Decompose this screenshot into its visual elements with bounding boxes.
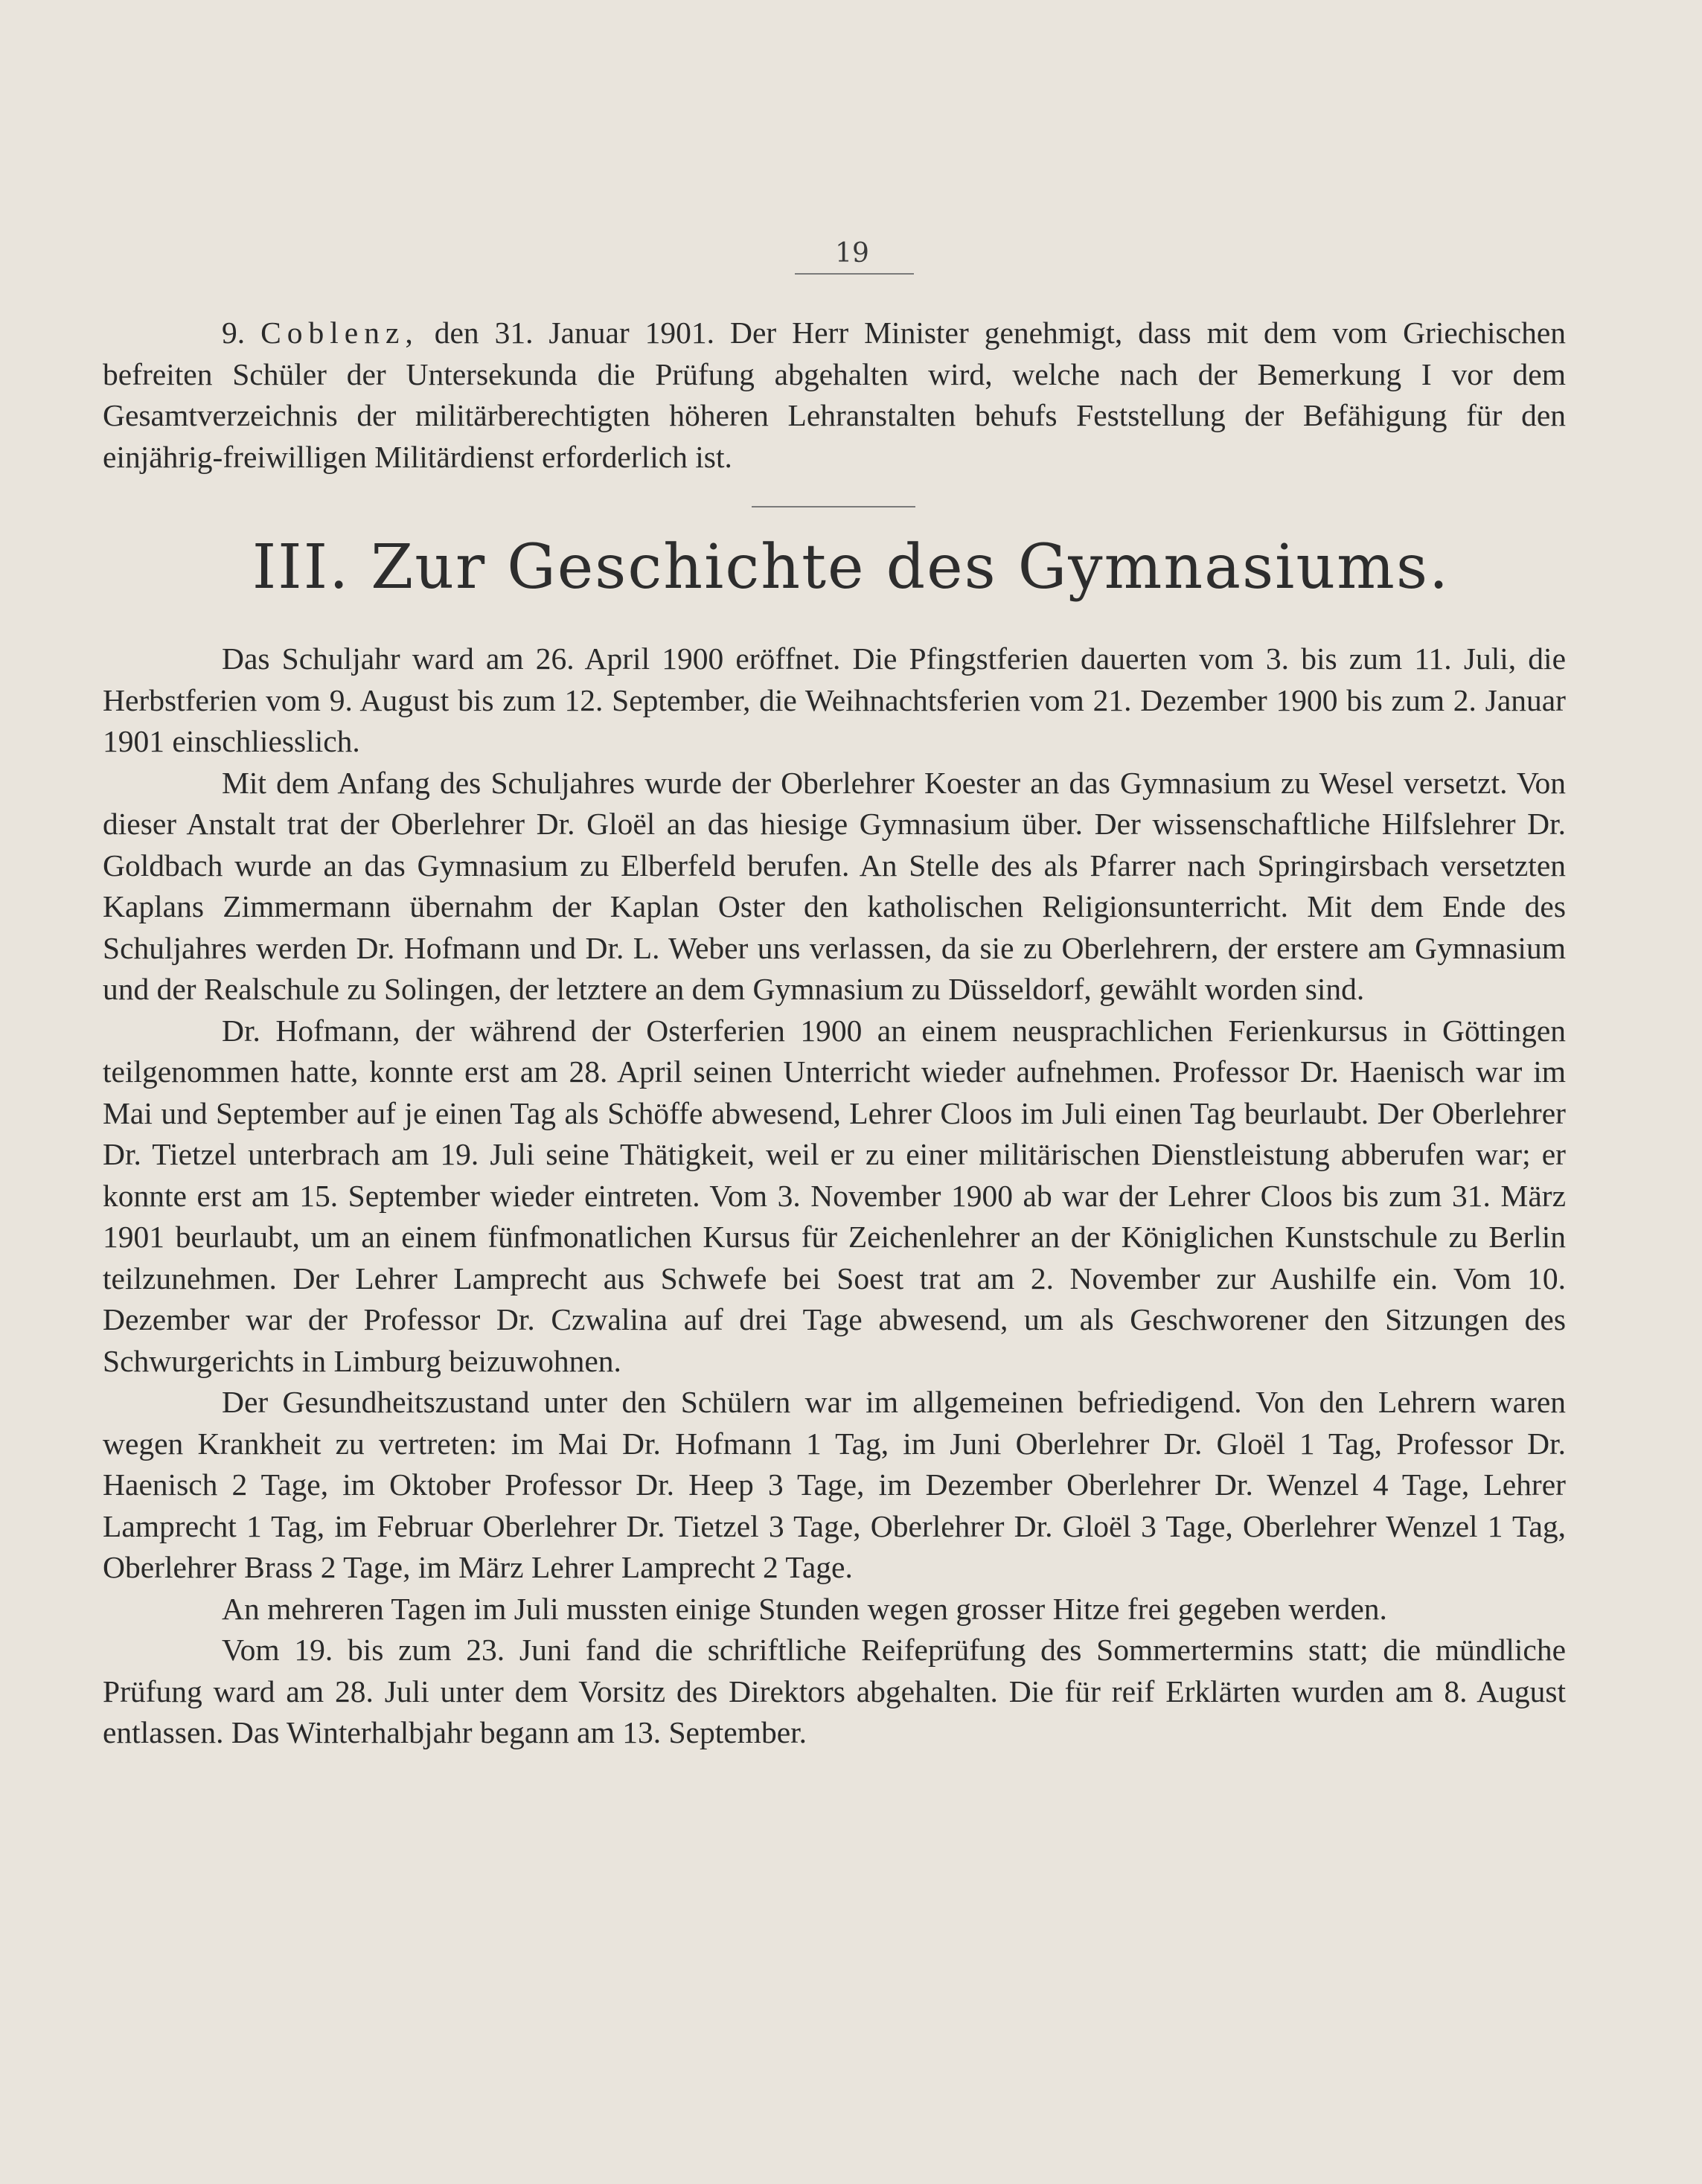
- paragraph-heat: An mehreren Tagen im Juli mussten einige Stunden wegen grosser Hitze frei gegeben werden.: [222, 1591, 1387, 1626]
- chronicle-body: [103, 638, 1566, 1754]
- ordinance-number: 9.: [222, 316, 246, 350]
- section-heading: III. Zur Geschichte des Gymnasiums.: [252, 532, 1450, 603]
- ordinance-paragraph: [103, 313, 1566, 478]
- ordinance-text: [103, 313, 1566, 478]
- ordinance-place: Coblenz,: [260, 316, 419, 350]
- ordinance-body: den 31. Januar 1901. Der Herr Minister genehmigt, dass mit dem vom Griechischen befreiten Schüler der Untersekunda die Prüfung abgehalten wird, welche nach der Bemerkung I vor dem Gesamtverzeichnis der militärberechtigten höheren Lehranstalten behufs Feststellung der Befähigung für den einjährig-freiwilligen Militärdienst erforderlich ist.: [103, 316, 1567, 474]
- page-number: 19: [835, 238, 869, 269]
- paragraph-staff-changes: Mit dem Anfang des Schuljahres wurde der Oberlehrer Koester an das Gymnasium zu Wesel versetzt. Von dieser Anstalt trat der Oberlehrer Dr. Gloël an das hiesige Gymnasium über. Der wissenschaftliche Hilfslehrer Dr. Goldbach wurde an das Gymnasium zu Elberfeld berufen. An Stelle des als Pfarrer nach Springirsbach versetzten Kaplans Zimmermann übernahm der Kaplan Oster den katholischen Religionsunterricht. Mit dem Ende des Schuljahres werden Dr. Hofmann und Dr. L. Weber uns verlassen, da sie zu Oberlehrern, der erstere am Gymnasium und der Realschule zu Solingen, der letztere an dem Gymnasium zu Düsseldorf, gewählt worden sind.: [103, 765, 1566, 1006]
- paragraph-health: Der Gesundheitszustand unter den Schülern war im allgemeinen befriedigend. Von den Lehrern waren wegen Krankheit zu vertreten: im Mai Dr. Hofmann 1 Tag, im Juni Oberlehrer Dr. Gloël 1 Tag, Professor Dr. Haenisch 2 Tage, im Oktober Professor Dr. Heep 3 Tage, im Dezember Oberlehrer Dr. Wenzel 4 Tage, Lehrer Lamprecht 1 Tag, im Februar Oberlehrer Dr. Tietzel 3 Tage, Oberlehrer Dr. Gloël 3 Tage, Oberlehrer Wenzel 1 Tag, Oberlehrer Brass 2 Tage, im März Lehrer Lamprecht 2 Tage.: [103, 1385, 1566, 1584]
- page-number-rule: [795, 273, 914, 275]
- paragraph-school-year: Das Schuljahr ward am 26. April 1900 eröffnet. Die Pfingstferien dauerten vom 3. bis zum 11. Juli, die Herbstferien vom 9. August bis zum 12. September, die Weihnachtsferien vom 21. Dezember 1900 bis zum 2. Januar 1901 einschliesslich.: [103, 641, 1566, 758]
- paragraph-exams: Vom 19. bis zum 23. Juni fand die schriftliche Reifeprüfung des Sommertermins statt; die mündliche Prüfung ward am 28. Juli unter dem Vorsitz des Direktors abgehalten. Die für reif Erklärten wurden am 8. August entlassen. Das Winterhalbjahr begann am 13. September.: [103, 1633, 1566, 1749]
- section-divider: [752, 506, 915, 507]
- paragraph-absences: Dr. Hofmann, der während der Osterferien 1900 an einem neusprachlichen Ferienkursus in Göttingen teilgenommen hatte, konnte erst am 28. April seinen Unterricht wieder aufnehmen. Professor Dr. Haenisch war im Mai und September auf je einen Tag als Schöffe abwesend, Lehrer Cloos im Juli einen Tag beurlaubt. Der Oberlehrer Dr. Tietzel unterbrach am 19. Juli seine Thätigkeit, weil er zu einer militärischen Dienstleistung abberufen war; er konnte erst am 15. September wieder eintreten. Vom 3. November 1900 ab war der Lehrer Cloos bis zum 31. März 1901 beurlaubt, um an einem fünfmonatlichen Kursus für Zeichenlehrer an der Königlichen Kunstschule zu Berlin teilzunehmen. Der Lehrer Lamprecht aus Schwefe bei Soest trat am 2. November zur Aushilfe ein. Vom 10. Dezember war der Professor Dr. Czwalina auf drei Tage abwesend, um als Geschworener den Sitzungen des Schwurgerichts in Limburg beizuwohnen.: [103, 1013, 1566, 1378]
